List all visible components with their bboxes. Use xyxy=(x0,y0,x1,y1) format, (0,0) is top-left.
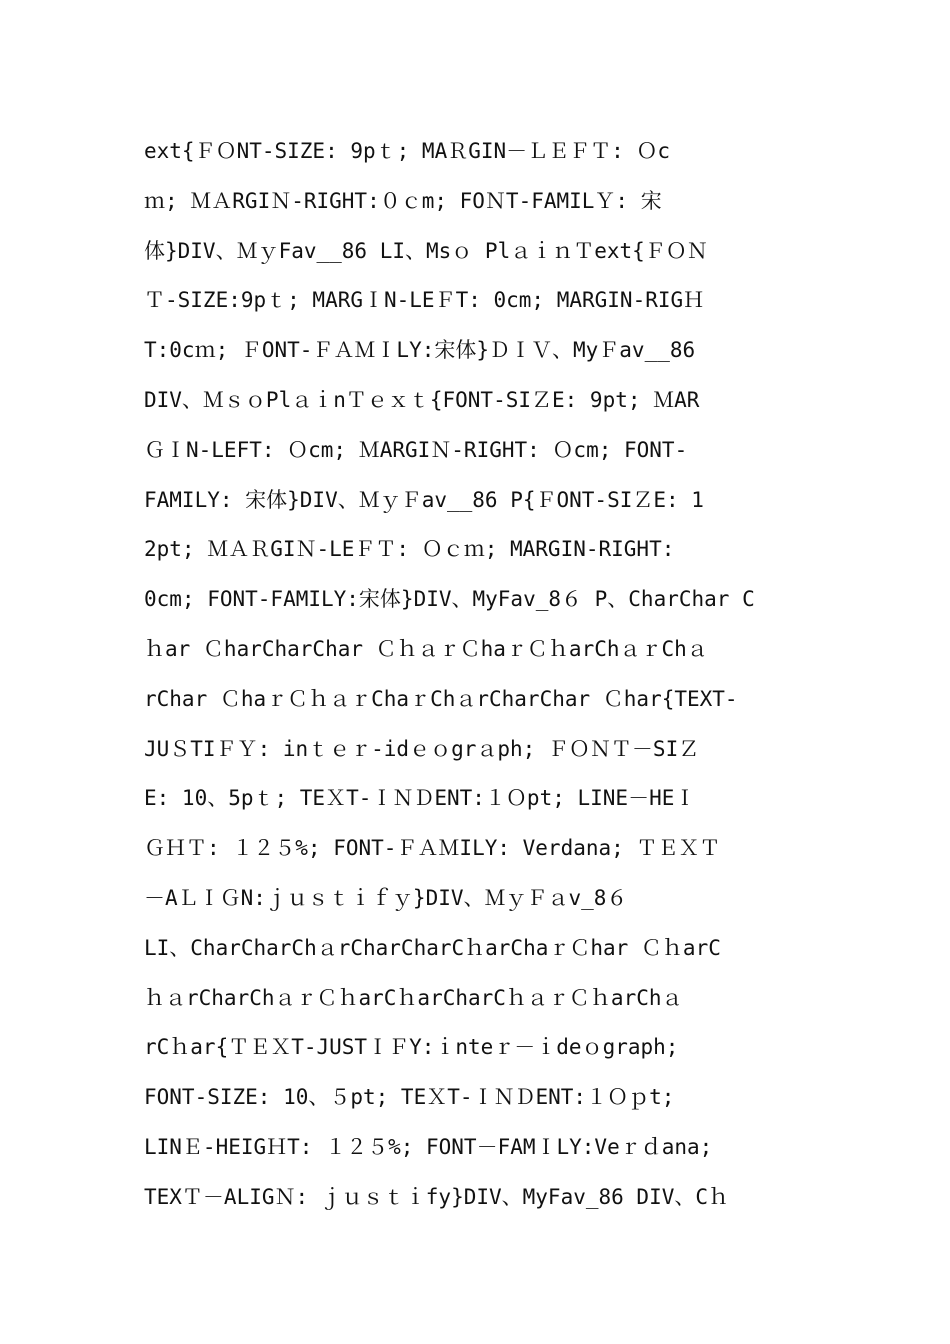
text-line-1: ext{ＦＯNT-SIZE: 9pｔ; MAＲGIN－ＬＥＦＴ: Ｏc xyxy=(144,139,671,163)
text-line-7: ＧＩN-LEFT: Ｏcm; ＭARGIＮ-RIGHT: Ｏcm; FONT- xyxy=(144,437,688,462)
text-line-17: LI、CharCharChａrCharCharCｈarChaｒＣhar ＣｈarC xyxy=(144,935,721,960)
text-line-20: FONT-SIZE: 10、５pt; TEＸT-ＩＮＤENT:１Ｏｐt; xyxy=(144,1085,675,1110)
text-line-4: Ｔ-SIZE:9pｔ; MARGＩN-LEＦT: 0cm; MARGIN-RIGＨ xyxy=(144,288,705,313)
text-line-18: ｈａrCharChａｒＣｈarCｈarCharCｈａｒＣｈarChａ xyxy=(144,985,683,1010)
text-line-21: LINＥ-HEIGＨT: １２５%; FONT－FAMＩLY:Veｒｄana; xyxy=(144,1134,713,1159)
text-line-5: T:0cｍ; ＦONT-ＦＡＭＩLY:宋体}ＤＩＶ、MyＦav__86 xyxy=(144,338,696,363)
text-line-22: TEXＴ－ALIGＮ: ｊｕｓｔｉfy}DIV、MyFav_86 DIV、Cｈ xyxy=(144,1184,730,1209)
text-line-14: E: 10、5pｔ; TEＸT-ＩＮＤENT:１Ｏpt; LINE－HEＩ xyxy=(144,786,696,811)
text-line-12: rChar ＣhaｒＣｈａｒChaｒChａrCharChar Ｃhar{TEXT- xyxy=(144,686,738,711)
text-line-16: －AＬＩＧN:ｊｕｓｔｉｆｙ}DIV、ＭｙＦａv_8６ xyxy=(144,885,628,910)
text-line-15: ＧＨＴ: １２５%; FONT-ＦＡＭILY: Verdana; ＴＥＸＴ xyxy=(144,836,721,861)
text-line-2: ｍ; ＭＡRGIＮ-RIGHT:０ｃm; FOＮT-FAMILＹ: 宋 xyxy=(144,188,662,213)
text-line-19: rCｈar{ＴＥＸT-JUSTＩＦY:ｉnteｒ－ｉdeｏgraph; xyxy=(144,1035,679,1060)
text-line-6: DIV、ＭｓｏPlａｉnＴｅｘｔ{FONT-SIＺE: 9pt; ＭAR xyxy=(144,387,700,412)
text-line-3: 体}DIV、ＭｙFav__86 LI、Msｏ PlａｉｎＴext{ＦＯＮ xyxy=(144,238,708,263)
document-body xyxy=(144,127,814,1223)
text-line-8: FAMILY: 宋体}DIV、ＭｙＦav__86 P{ＦONT-SIＺE: 1 xyxy=(144,487,704,512)
text-line-9: 2pt; ＭＡＲGIＮ-LEＦＴ: Ｏｃｍ; MARGIN-RIGHT: xyxy=(144,537,675,562)
text-line-10: 0cm; FONT-FAMILY:宋体}DIV、MyFav_8６ P、CharChar C xyxy=(144,587,755,612)
text-line-11: ｈar ＣharCharChar ＣｈａｒＣhaｒＣｈarChａｒChａ xyxy=(144,636,708,661)
text-line-13: JUＳTIＦＹ: inｔｅｒ-idｅｏgrａph; ＦＯＮＴ－SIＺ xyxy=(144,736,700,761)
